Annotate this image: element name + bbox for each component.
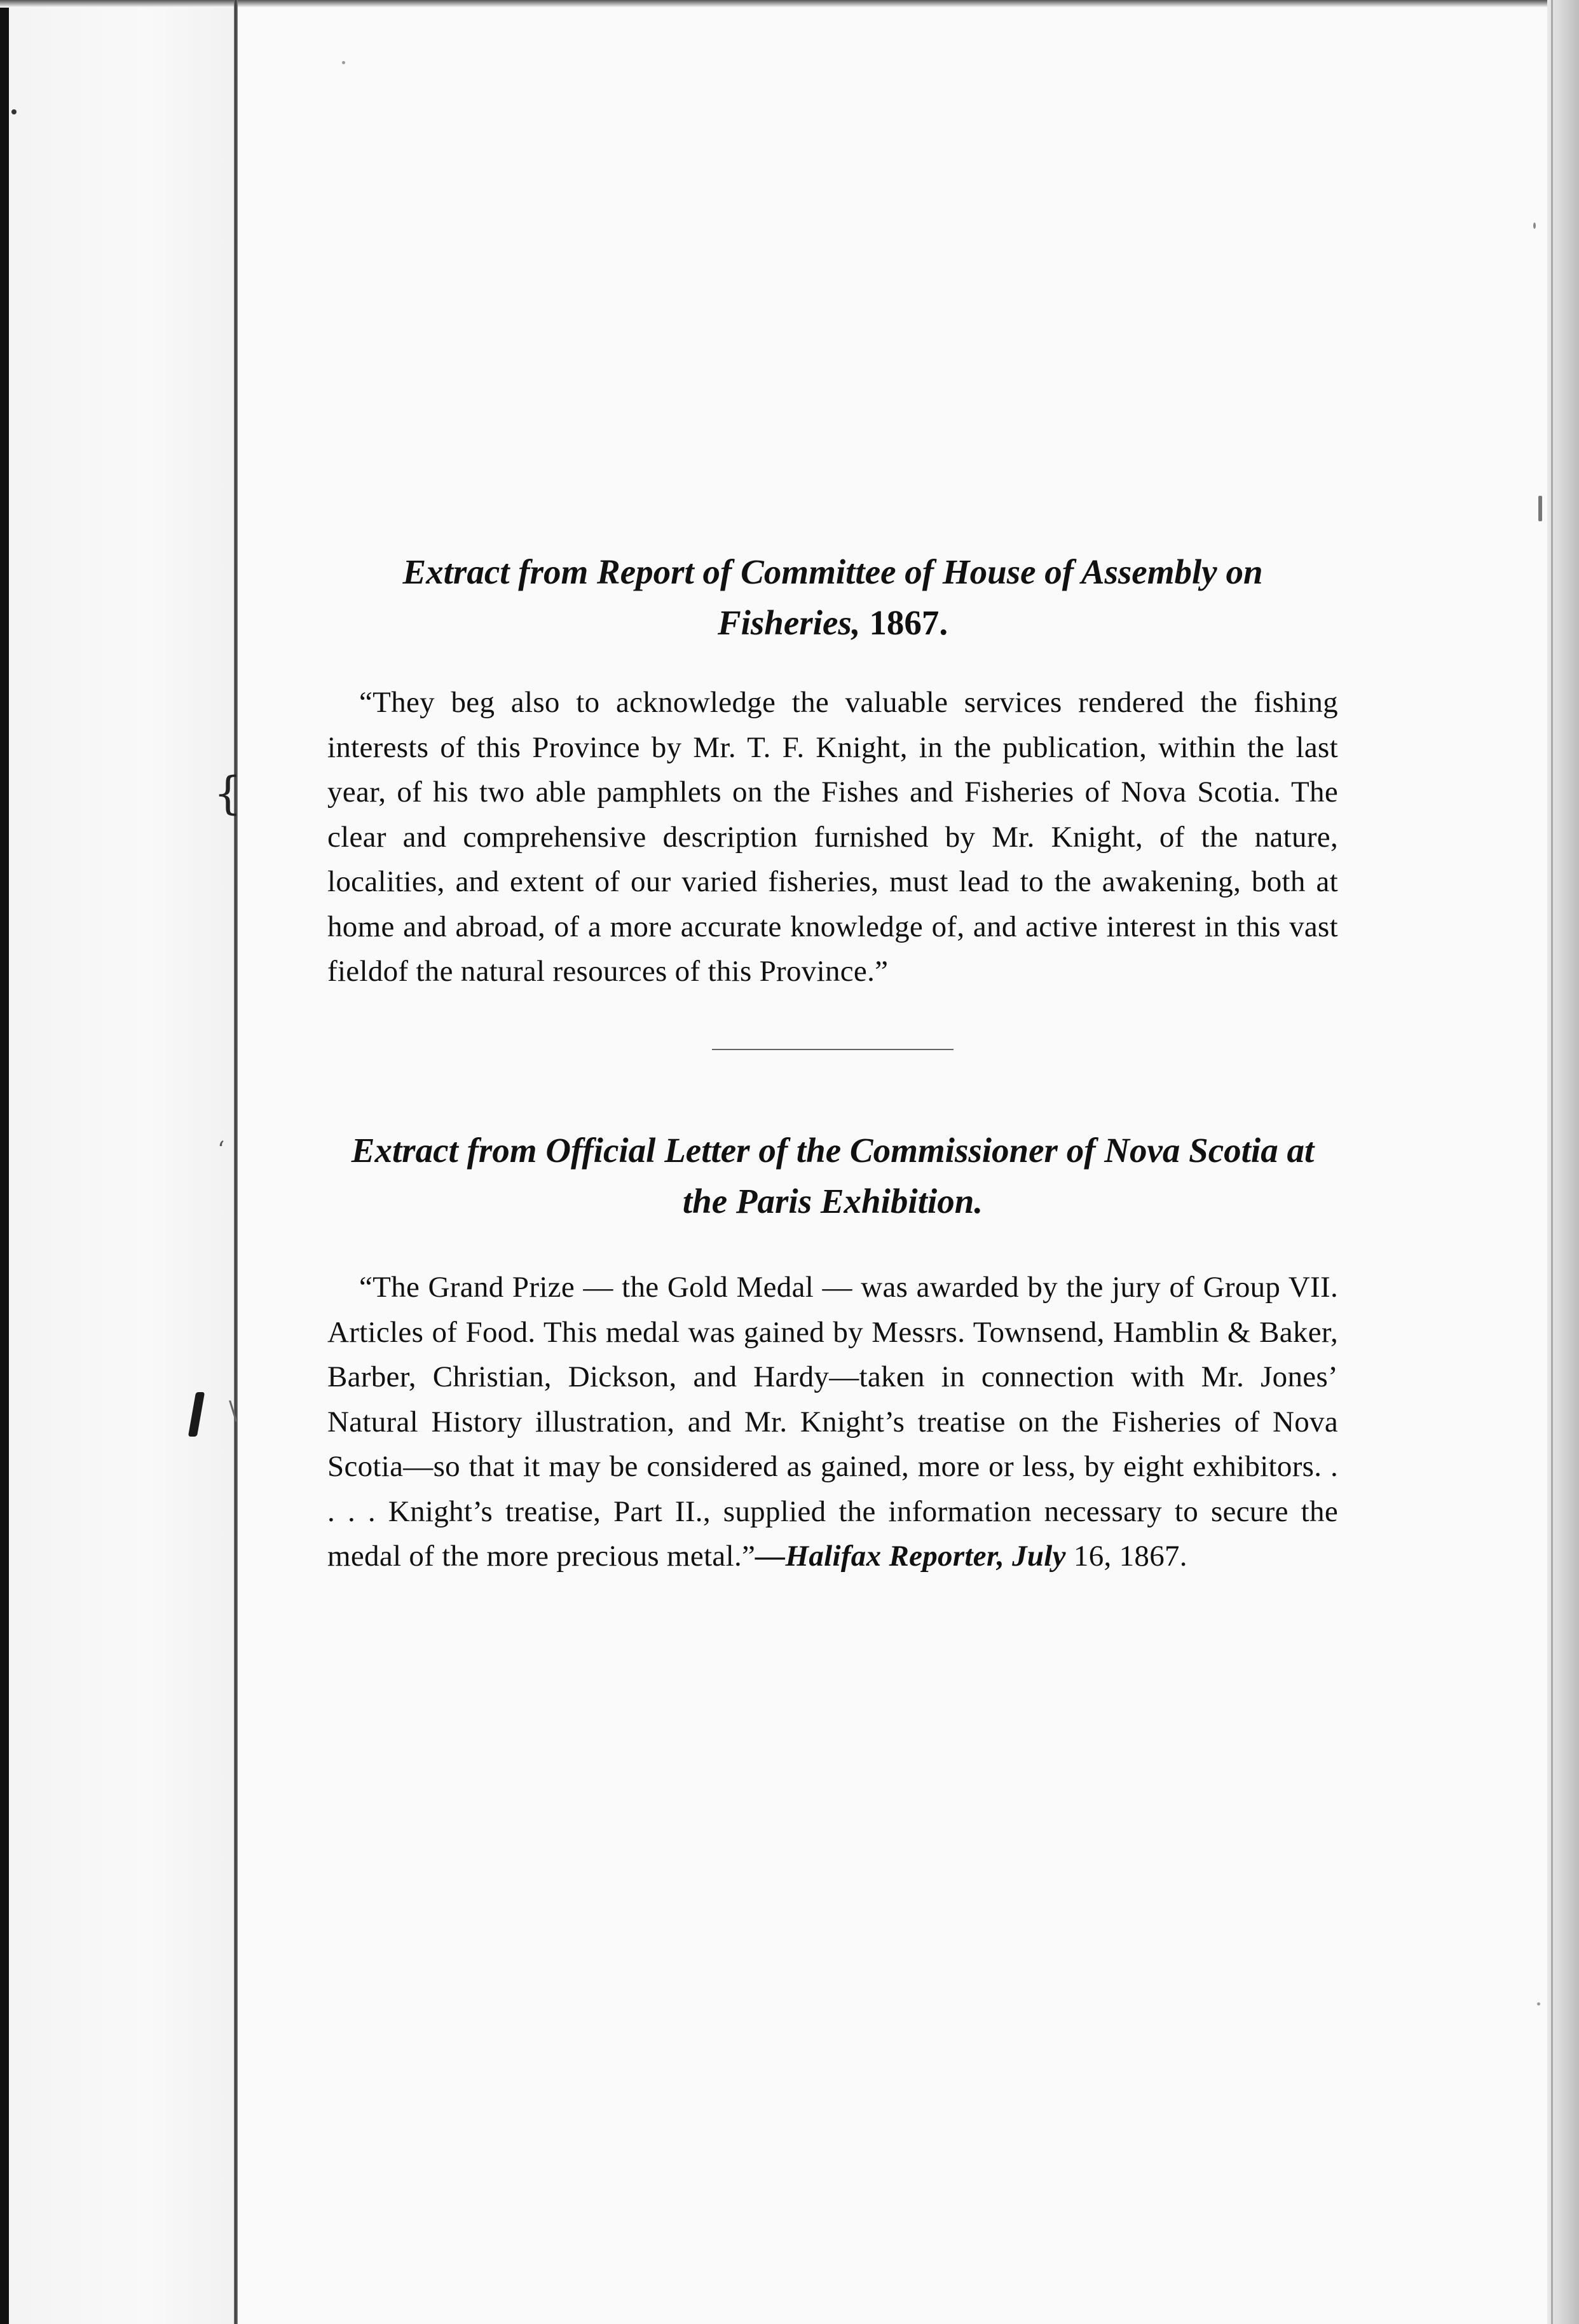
scan-speck xyxy=(1533,222,1536,229)
extract-heading-line1: Extract from Report of Committee of House of Assembly on xyxy=(402,552,1263,591)
extract-heading xyxy=(327,547,1338,648)
extract-heading-fisheries: Fisheries, xyxy=(717,603,861,642)
extract-committee-report xyxy=(327,547,1338,994)
extract-heading-year: 1867. xyxy=(869,603,948,642)
extract-heading-line2: the Paris Exhibition. xyxy=(682,1182,983,1220)
binding-fold-line xyxy=(234,0,238,2324)
page-gutter xyxy=(9,0,239,2324)
scan-speck xyxy=(11,109,17,114)
scan-speck xyxy=(1538,496,1542,521)
section-divider xyxy=(712,1049,954,1050)
quote-source-date: 16, 1867. xyxy=(1073,1540,1187,1573)
extract-heading xyxy=(327,1125,1338,1227)
commissioner-quote-text: “The Grand Prize — the Gold Medal — was awarded by the jury of Group VII. Articles of Food. This medal was gained by Messrs. Townsend, Hamblin & Baker, Barber, Christian, Dickson, and Hardy—taken in connection with Mr. Jones’ Natural History illustration, and Mr. Knight’s treatise on the Fisheries of Nova Scotia—so that it may be considered as gained, more or less, by eight exhibitors. . . . . Knight’s treatise, Part II., supplied the information necessary to secure the medal of the more precious metal.” xyxy=(327,1271,1338,1573)
scan-speck xyxy=(342,61,345,64)
extract-commissioner-letter xyxy=(327,1125,1338,1579)
margin-tick-mark: ‘ xyxy=(217,1137,225,1163)
commissioner-quote xyxy=(327,1265,1338,1579)
committee-quote: “They beg also to acknowledge the valuable services rendered the fishing interests of this Province by Mr. T. F. Knight, in the publication, within the last year, of his two able pamphlets on the Fishes and Fisheries of Nova Scotia. The clear and comprehensive description furnished by Mr. Knight, of the nature, localities, and extent of our varied fisheries, must lead to the awakening, both at home and abroad, of a more accurate knowledge of, and active interest in this vast fieldof the natural resources of this Province.” xyxy=(327,686,1338,988)
page-right-edge-line xyxy=(1551,0,1553,2324)
margin-bracket-mark: { xyxy=(214,767,242,819)
scanner-margin-strip xyxy=(0,0,9,2324)
margin-tick-mark: \ xyxy=(229,1397,238,1426)
quote-source: —Halifax Reporter, July xyxy=(755,1540,1066,1573)
extract-heading-line1: Extract from Official Letter of the Commissioner of Nova Scotia at xyxy=(351,1131,1315,1170)
scan-speck xyxy=(1537,2002,1540,2006)
